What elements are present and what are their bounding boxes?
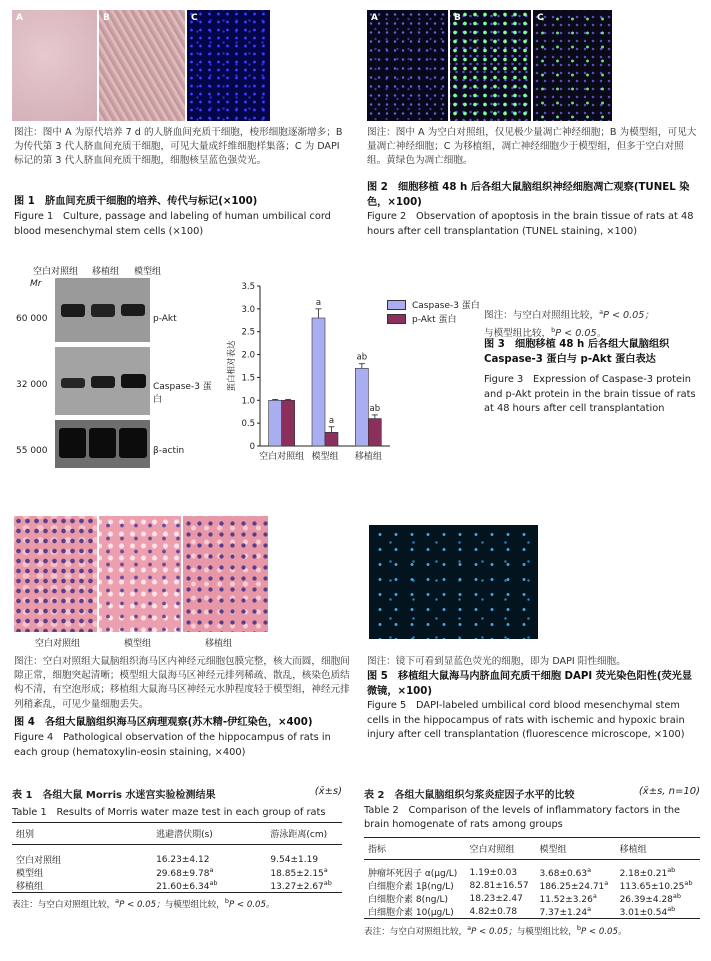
fig4-panel-label: 模型组 [124,639,152,649]
fig4-panel-label: 空白对照组 [35,639,81,649]
y-tick-label: 1.0 [241,396,255,407]
x-tick-label: 移植组 [354,452,382,462]
table2-footnote: 表注：与空白对照组比较，$^a$P < 0.05；与模型组比较，$^b$P < 0.05。 [364,924,627,937]
protein-label: Caspase-3 蛋白 [153,382,212,405]
fig4-panel-model [99,516,181,632]
fig4-panel-control [14,516,97,632]
protein-label: β-actin [153,446,185,456]
panel-label: A [16,13,23,23]
y-tick-label: 3.0 [241,304,255,315]
table2-stat: (x̄±s, n=10) [638,786,700,797]
fig1-note: 图注：图中 A 为原代培养 7 d 的人脐血间充质干细胞，梭形细胞逐渐增多；B 为传代第 3 代人脐血间充质干细胞，可见大量成纤维细胞样集落；C 为 DAPI 标记的第 3 代人脐血间充质干细胞，细胞核呈蓝色强荧光。 [14,127,343,167]
legend-swatch [387,314,406,324]
band [61,304,85,317]
mw-label: 55 000 [16,446,48,456]
fig2-title-en: Figure 2 Observation of apoptosis in the brain tissue of rats at 48 hours after cell transplantation (TUNEL staining, ×100) [367,211,694,237]
data-label: ab [369,403,381,414]
table-header-row: 指标 空白对照组 模型组 移植组 [364,838,700,860]
protein-label: p-Akt [153,314,177,324]
figure-4 [14,516,268,632]
bar [355,368,368,446]
fig2-panel-a [367,10,448,121]
x-tick-label: 模型组 [311,452,339,462]
legend-label: Caspase-3 蛋白 [412,301,480,311]
fig1-panel-c [187,10,270,121]
table-row: 白细胞介素 10(μg/L) 4.82±0.78 7.37±1.24$^a$ 3.01±0.54$^{ab}$ [364,905,700,919]
y-tick-label: 2.0 [241,350,255,361]
y-tick-label: 0 [249,442,255,452]
table1-title-cn: 表 1 各组大鼠 Morris 水迷宫实验检测结果 [12,790,216,801]
band [91,376,115,388]
panel-label: C [191,13,198,23]
band [121,374,146,388]
table-2 [364,786,700,937]
table1-grid [12,822,342,893]
y-tick-label: 2.5 [241,327,255,338]
fig5-image [369,525,538,639]
table2-title-cn: 表 2 各组大鼠脑组织匀浆炎症因子水平的比较 [364,790,575,801]
fig5-note: 图注：镜下可看到显蓝色荧光的细胞，即为 DAPI 阳性细胞。 [367,656,626,667]
table-row: 白细胞介素 8(ng/L) 18.23±2.47 11.52±3.26$^a$ 26.39±4.28$^{ab}$ [368,892,682,905]
table2-title-en: Table 2 Comparison of the levels of inflammatory factors in the brain homogenate of rats among groups [364,805,681,830]
mw-label: 60 000 [16,314,48,324]
panel-label: B [454,13,461,23]
data-label: a [328,415,335,426]
panel-label: C [537,13,544,23]
fig4-title-en: Figure 4 Pathological observation of the hippocampus of rats in each group (hematoxylin-eosin staining, ×400) [14,732,331,758]
y-tick-label: 0.5 [241,419,255,430]
fig1-title-en: Figure 1 Culture, passage and labeling of human umbilical cord blood mesenchymal stem cells (×100) [14,211,331,237]
x-tick-label: 空白对照组 [259,452,305,462]
fig4-panel-label: 移植组 [205,639,233,649]
fig2-title-cn: 图 2 细胞移植 48 h 后各组大鼠脑组织神经细胞凋亡观察(TUNEL 染色，×100) [367,182,690,208]
bar [312,318,325,446]
table1-title-en: Table 1 Results of Morris water maze test in each group of rats [12,807,326,818]
fig2-panel-c [533,10,612,121]
fig3-note: 图注：与空白对照组比较，$^a$P < 0.05； 与模型组比较，$^b$P < 0.05。 [484,308,654,340]
table-1 [12,786,342,910]
table-row: 白细胞介素 1β(ng/L) 82.81±16.57 186.25±24.71$^a$ 113.65±10.25$^{ab}$ [368,879,693,892]
legend-label: p-Akt 蛋白 [412,315,457,325]
bar [282,400,295,446]
bar [368,419,381,446]
y-tick-label: 1.5 [241,373,255,384]
table-row: 空白对照组 16.23±4.12 9.54±1.19 [16,854,319,866]
table-row: 肿瘤坏死因子 α(μg/L) 1.19±0.03 3.68±0.63$^a$ 2.18±0.21$^{ab}$ [368,866,676,879]
fig1-title-cn: 图 1 脐血间充质干细胞的培养、传代与标记(×100) [14,196,258,207]
table-row: 模型组 29.68±9.78$^a$ 18.85±2.15$^a$ [16,866,328,879]
blot-group-label: 模型组 [134,267,162,277]
band [119,428,147,458]
table-header-row: 组别 逃避潜伏期(s) 游泳距离(cm) [12,823,342,845]
fig2-panel-b [450,10,531,121]
table1-footnote: 表注：与空白对照组比较，$^a$P < 0.05；与模型组比较，$^b$P < 0.05。 [12,897,275,910]
blot-group-label: 空白对照组 [33,267,79,277]
blot-strip-actin [55,420,150,468]
fig1-panel-b [99,10,185,121]
fig4-panel-transplant [183,516,268,632]
data-label: ab [356,352,368,363]
fig5-title-en: Figure 5 DAPI-labeled umbilical cord blood mesenchymal stem cells in the hippocampus of rats with ischemic and hypoxic brain injury after cell transplantation (fluorescence microscope, ×100) [367,700,685,740]
y-axis-label: 蛋白相对表达 [227,340,237,392]
bar [269,400,282,446]
blot-group-label: 移植组 [92,267,120,277]
blot-strip-caspase3 [55,347,150,415]
band [89,428,116,458]
fig4-title-cn: 图 4 各组大鼠脑组织海马区病理观察(苏木精-伊红染色，×400) [14,717,313,728]
table1-stat: (x̄±s) [314,786,342,797]
table-row: 移植组 21.60±6.34$^{ab}$ 13.27±2.67$^{ab}$ [12,879,342,893]
data-label: a [315,297,322,308]
band [59,428,86,458]
table2-grid [364,837,700,919]
bar [325,432,338,446]
y-tick-label: 3.5 [241,282,255,292]
chart-legend [387,298,480,325]
fig3-title-cn: 图 3 细胞移植 48 h 后各组大鼠脑组织 Caspase-3 蛋白与 p-Akt 蛋白表达 [484,339,670,365]
mw-label: 32 000 [16,380,48,390]
mr-label: Mr [30,279,42,289]
fig5-title-cn: 图 5 移植组大鼠海马内脐血间充质干细胞 DAPI 荧光染色阳性(荧光显微镜，×100) [367,671,693,697]
fig3-title-en: Figure 3 Expression of Caspase-3 protein and p-Akt protein in the brain tissue of rats at 48 hours after cell transplantation [484,374,696,414]
panel-label: A [371,13,378,23]
fig4-note: 图注：空白对照组大鼠脑组织海马区内神经元细胞包膜完整，核大而圆，细胞间隙正常，细胞突起清晰；模型组大鼠海马区神经元排列稀疏、散乱，核染色质结构不清，有空泡形成；移植组大鼠海马区神经元水肿程度轻于模型组，神经元排列稍紊乱，可见少量细胞丢失。 [14,656,350,710]
fig2-note: 图注：图中 A 为空白对照组，仅见极少量凋亡神经细胞；B 为模型组，可见大量凋亡神经细胞；C 为移植组，凋亡神经细胞少于模型组，但多于空白对照组。黄绿色为凋亡细胞。 [367,127,697,167]
band [61,378,85,388]
panel-label: B [103,13,110,23]
western-blot [12,262,212,472]
legend-swatch [387,300,406,310]
blot-strip-pakt [55,278,150,342]
band [121,304,145,316]
fig1-panel-a [12,10,97,121]
band [91,304,115,317]
